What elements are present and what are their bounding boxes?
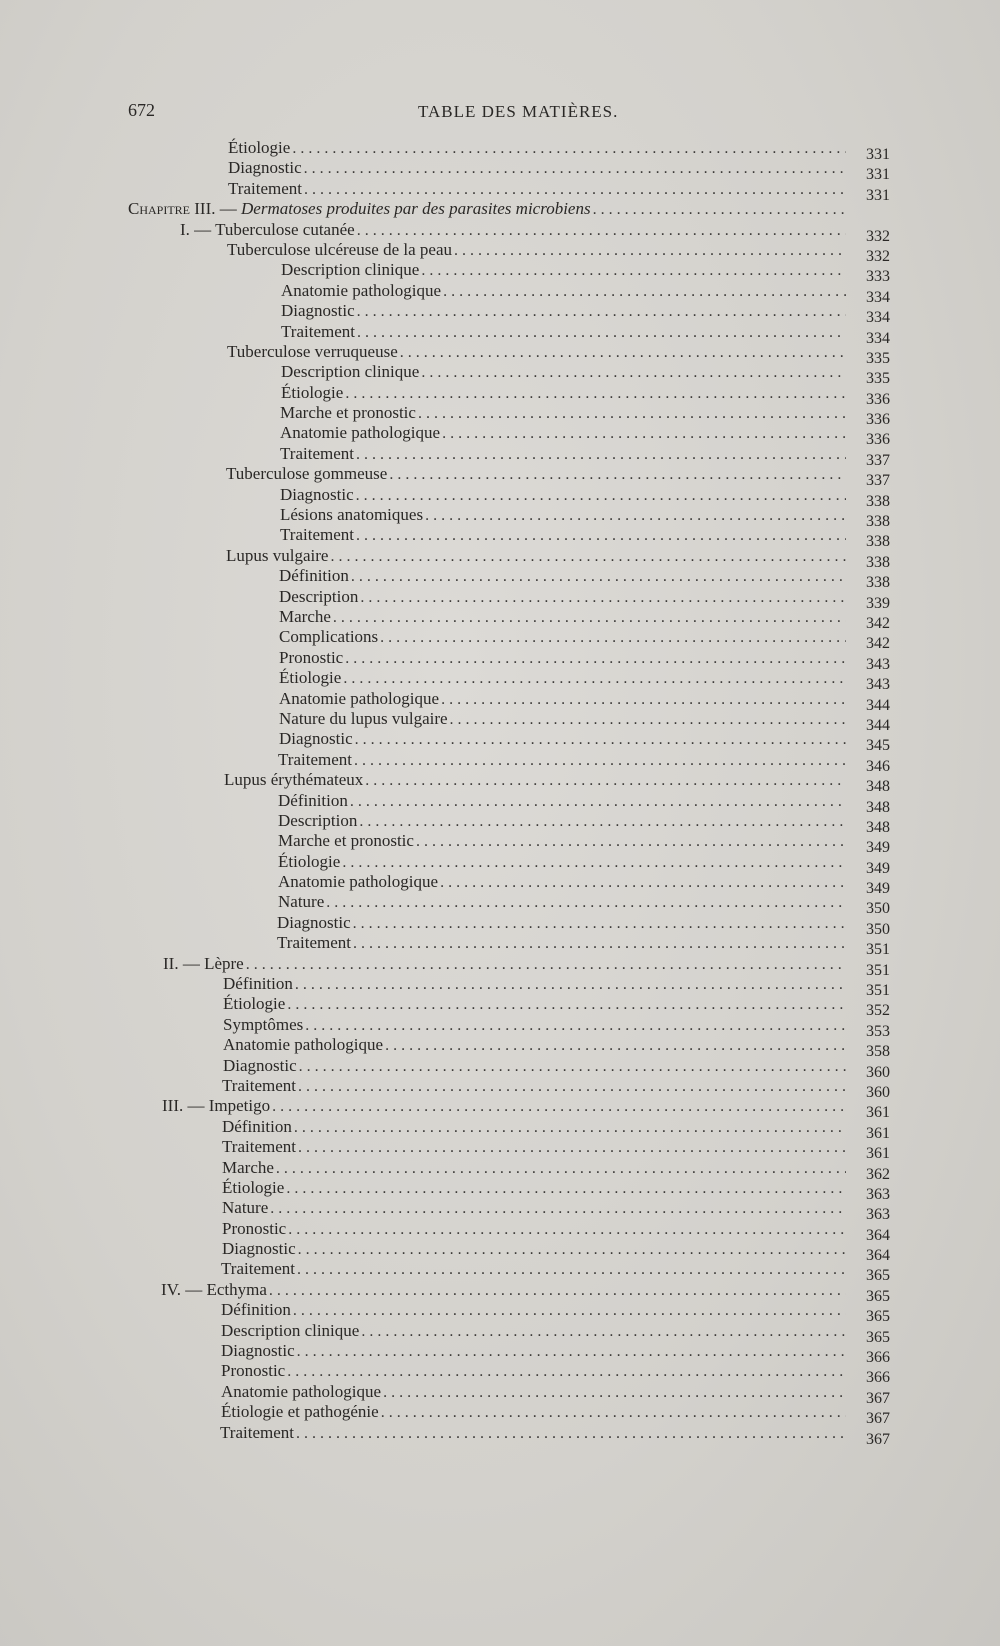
- toc-page-number: 332: [866, 247, 890, 265]
- toc-entry-label: Tuberculose gommeuse: [226, 464, 388, 484]
- toc-entry: [223, 974, 890, 1000]
- toc-entry-label: Lupus érythémateux: [224, 770, 364, 790]
- toc-page-number: 365: [866, 1287, 890, 1305]
- dot-leader: [593, 200, 846, 220]
- toc-page-number: 349: [866, 839, 890, 857]
- toc-entry: [228, 138, 890, 163]
- toc-entry-label: Diagnostic: [279, 729, 353, 749]
- toc-entry: [280, 403, 890, 429]
- toc-entry: [280, 525, 890, 551]
- dot-leader: [416, 832, 846, 852]
- toc-entry-label: Traitement: [278, 749, 352, 769]
- dot-leader: [354, 751, 846, 771]
- toc-entry-label: Traitement: [281, 321, 355, 341]
- dot-leader: [299, 1057, 846, 1077]
- dot-leader: [305, 1016, 846, 1036]
- toc-entry-label: Traitement: [222, 1137, 296, 1157]
- dot-leader: [287, 995, 846, 1015]
- toc-entry-label: Étiologie: [222, 1177, 285, 1197]
- toc-entry-label: Description clinique: [221, 1320, 360, 1340]
- dot-leader: [356, 445, 846, 465]
- dot-leader: [287, 1362, 846, 1382]
- dot-leader: [355, 730, 846, 750]
- dot-leader: [356, 526, 846, 546]
- toc-page-number: 353: [866, 1022, 890, 1040]
- toc-entry: [279, 627, 890, 653]
- dot-leader: [357, 323, 846, 343]
- dot-leader: [359, 812, 846, 832]
- toc-page-number: 338: [866, 492, 890, 510]
- dot-leader: [400, 343, 846, 363]
- toc-entry-label: Traitement: [220, 1422, 294, 1442]
- toc-entry-label: Diagnostic: [281, 301, 355, 321]
- toc-entry: [278, 872, 890, 898]
- toc-page-number: 344: [866, 716, 890, 734]
- toc-entry: [278, 831, 890, 857]
- toc-entry: [281, 260, 890, 286]
- toc-entry: [280, 423, 890, 449]
- toc-entry-label: Définition: [279, 566, 349, 586]
- dot-leader: [440, 873, 846, 893]
- toc-entry: [221, 1320, 890, 1346]
- dot-leader: [330, 547, 846, 567]
- toc-entry: [222, 1198, 890, 1224]
- toc-page-number: 367: [866, 1410, 890, 1428]
- dot-leader: [353, 934, 846, 954]
- chapter-prefix: Chapitre: [128, 199, 191, 219]
- dot-leader: [294, 1118, 846, 1138]
- dot-leader: [381, 1403, 846, 1423]
- toc-page-number: 335: [866, 370, 890, 388]
- dot-leader: [292, 139, 846, 159]
- toc-entry-label: Traitement: [228, 178, 302, 198]
- toc-entry: [221, 1259, 890, 1285]
- toc-entry-label: IV. — Ecthyma: [161, 1279, 267, 1299]
- toc-page-number: 338: [866, 553, 890, 571]
- toc-entry-label: Lupus vulgaire: [226, 545, 329, 565]
- toc-page-number: 360: [866, 1083, 890, 1101]
- toc-entry-label: Lésions anatomiques: [280, 505, 424, 525]
- toc-entry: [281, 280, 890, 306]
- dot-leader: [389, 465, 846, 485]
- toc-page-number: 361: [866, 1124, 890, 1142]
- page-header: [128, 100, 888, 130]
- dot-leader: [385, 1036, 846, 1056]
- toc-page-number: 351: [866, 941, 890, 959]
- toc-entry-label: Traitement: [222, 1075, 296, 1095]
- dot-leader: [361, 1322, 846, 1342]
- toc-page-number: 366: [866, 1349, 890, 1367]
- dot-leader: [270, 1199, 846, 1219]
- toc-entry: [222, 1116, 890, 1142]
- toc-entry: [281, 362, 890, 388]
- toc-entry-label: Traitement: [280, 525, 354, 545]
- toc-chapter-heading: [128, 199, 890, 219]
- toc-page-number: 363: [866, 1206, 890, 1224]
- toc-entry-label: Tuberculose ulcéreuse de la peau: [227, 239, 453, 259]
- toc-entry: [279, 647, 890, 673]
- toc-page-number: 331: [866, 166, 890, 184]
- dot-leader: [454, 241, 846, 261]
- dot-leader: [298, 1240, 846, 1260]
- dot-leader: [441, 690, 846, 710]
- toc-entry-label: Étiologie: [223, 994, 286, 1014]
- dot-leader: [272, 1097, 846, 1117]
- dot-leader: [450, 710, 846, 730]
- toc-page-number: 343: [866, 676, 890, 694]
- toc-page-number: 352: [866, 1002, 890, 1020]
- dot-leader: [365, 771, 846, 791]
- toc-entry: [281, 301, 890, 327]
- toc-entry: [223, 994, 890, 1020]
- toc-entry-label: Anatomie pathologique: [280, 423, 441, 443]
- toc-page-number: 336: [866, 390, 890, 408]
- toc-entry-label: Description: [278, 810, 358, 830]
- toc-entry: [279, 708, 890, 734]
- toc-page-number: 337: [866, 472, 890, 490]
- toc-entry-label: [128, 199, 593, 219]
- toc-entry: [222, 1239, 890, 1265]
- toc-entry: [278, 790, 890, 816]
- dot-leader: [351, 567, 846, 587]
- toc-entry-label: Définition: [222, 1116, 292, 1136]
- toc-entry-label: Définition: [221, 1300, 291, 1320]
- dot-leader: [418, 404, 846, 424]
- dot-leader: [276, 1159, 846, 1179]
- toc-entry: [228, 178, 890, 204]
- toc-entry: [222, 1177, 890, 1203]
- dot-leader: [295, 975, 846, 995]
- dot-leader: [342, 853, 846, 873]
- toc-entry-label: Étiologie et pathogénie: [221, 1402, 379, 1422]
- toc-entry: [279, 606, 890, 632]
- toc-entry-label: Diagnostic: [277, 912, 351, 932]
- toc-entry-label: Nature: [278, 892, 325, 912]
- toc-entry-label: Tuberculose verruqueuse: [227, 341, 398, 361]
- toc-entry: [278, 851, 890, 877]
- toc-entry-label: Diagnostic: [223, 1055, 297, 1075]
- toc-entry: [223, 1035, 890, 1061]
- toc-entry-label: Diagnostic: [221, 1341, 295, 1361]
- toc-entry-label: Traitement: [277, 933, 351, 953]
- toc-entry-label: Anatomie pathologique: [279, 688, 440, 708]
- dot-leader: [343, 669, 846, 689]
- toc-entry: [279, 586, 890, 612]
- toc-entry-label: Diagnostic: [222, 1239, 296, 1259]
- toc-entry: [277, 933, 890, 959]
- toc-page-number: 336: [866, 411, 890, 429]
- toc-page-number: 334: [866, 309, 890, 327]
- toc-entry-label: Anatomie pathologique: [223, 1035, 384, 1055]
- toc-entry: [223, 1014, 890, 1040]
- toc-entry-label: Étiologie: [228, 138, 291, 157]
- dot-leader: [296, 1424, 846, 1444]
- toc-entry: [280, 505, 890, 531]
- toc-entry-label: Nature du lupus vulgaire: [279, 708, 448, 728]
- toc-entry-label: Traitement: [221, 1259, 295, 1279]
- toc-entry: [279, 688, 890, 714]
- toc-page-number: 337: [866, 451, 890, 469]
- toc-entry: [221, 1402, 890, 1428]
- toc-entry-label: II. — Lèpre: [163, 953, 244, 973]
- dot-leader: [357, 221, 846, 241]
- toc-entry-label: Traitement: [280, 443, 354, 463]
- dot-leader: [246, 955, 846, 975]
- toc-page-number: 334: [866, 288, 890, 306]
- toc-entry-label: I. — Tuberculose cutanée: [180, 219, 355, 239]
- dot-leader: [298, 1138, 846, 1158]
- toc-page-number: 338: [866, 533, 890, 551]
- toc-page-number: 366: [866, 1369, 890, 1387]
- toc-entry-label: Marche: [279, 606, 331, 626]
- toc-entry: [277, 912, 890, 938]
- dot-leader: [356, 486, 846, 506]
- dot-leader: [297, 1342, 846, 1362]
- toc-page-number: 348: [866, 778, 890, 796]
- toc-page-number: 334: [866, 329, 890, 347]
- toc-entry-label: Étiologie: [279, 668, 342, 688]
- toc-entry-label: Pronostic: [279, 647, 344, 667]
- toc-entry-label: Étiologie: [278, 851, 341, 871]
- toc-page-number: 351: [866, 961, 890, 979]
- table-of-contents: [0, 138, 1000, 1448]
- toc-page-number: 358: [866, 1043, 890, 1061]
- dot-leader: [269, 1281, 846, 1301]
- toc-page-number: 360: [866, 1063, 890, 1081]
- toc-entry: [222, 1157, 890, 1183]
- toc-entry-label: Description: [279, 586, 359, 606]
- toc-entry: [221, 1381, 890, 1407]
- toc-entry: [278, 892, 890, 918]
- toc-page-number: 344: [866, 696, 890, 714]
- toc-entry: [226, 464, 890, 490]
- toc-page-number: 363: [866, 1185, 890, 1203]
- chapter-number: III. —: [194, 199, 241, 219]
- toc-page-number: 350: [866, 920, 890, 938]
- toc-page-number: 342: [866, 614, 890, 632]
- toc-page-number: 331: [866, 146, 890, 163]
- toc-entry-label: Symptômes: [223, 1014, 304, 1034]
- toc-entry: [227, 341, 890, 367]
- toc-page-number: 338: [866, 574, 890, 592]
- dot-leader: [443, 282, 846, 302]
- toc-page-number: 331: [866, 186, 890, 204]
- toc-page-number: 333: [866, 268, 890, 286]
- toc-entry: [221, 1300, 890, 1326]
- toc-entry-label: Étiologie: [281, 382, 344, 402]
- toc-entry: [227, 239, 890, 265]
- dot-leader: [304, 159, 846, 179]
- toc-entry: [163, 953, 890, 979]
- toc-page-number: 350: [866, 900, 890, 918]
- toc-entry: [161, 1279, 890, 1305]
- toc-entry-label: Anatomie pathologique: [281, 280, 442, 300]
- dot-leader: [350, 792, 846, 812]
- toc-page-number: 348: [866, 818, 890, 836]
- toc-page-number: 336: [866, 431, 890, 449]
- toc-page-number: 349: [866, 859, 890, 877]
- toc-page-number: 348: [866, 798, 890, 816]
- toc-entry: [220, 1422, 890, 1448]
- page-number: 672: [128, 100, 155, 120]
- toc-page-number: 365: [866, 1308, 890, 1326]
- toc-entry-label: III. — Impetigo: [162, 1096, 271, 1116]
- toc-page-number: 332: [866, 227, 890, 245]
- dot-leader: [286, 1179, 846, 1199]
- toc-page-number: 345: [866, 737, 890, 755]
- toc-entry-label: Pronostic: [221, 1361, 286, 1381]
- toc-page-number: 364: [866, 1226, 890, 1244]
- toc-entry: [222, 1075, 890, 1101]
- toc-entry-label: Description clinique: [281, 260, 420, 280]
- toc-entry-label: Anatomie pathologique: [278, 872, 439, 892]
- toc-entry: [279, 668, 890, 694]
- toc-page-number: 362: [866, 1165, 890, 1183]
- dot-leader: [333, 608, 846, 628]
- toc-entry: [162, 1096, 890, 1122]
- dot-leader: [298, 1077, 846, 1097]
- chapter-title: Dermatoses produites par des parasites microbiens: [241, 199, 591, 219]
- dot-leader: [421, 363, 846, 383]
- dot-leader: [345, 649, 846, 669]
- toc-entry: [281, 321, 890, 347]
- toc-page-number: 361: [866, 1145, 890, 1163]
- dot-leader: [326, 893, 846, 913]
- toc-entry: [279, 566, 890, 592]
- toc-entry: [226, 545, 890, 571]
- toc-page-number: 365: [866, 1267, 890, 1285]
- dot-leader: [304, 180, 846, 200]
- toc-entry: [221, 1341, 890, 1367]
- toc-entry-label: Nature: [222, 1198, 269, 1218]
- dot-leader: [383, 1383, 846, 1403]
- dot-leader: [353, 914, 846, 934]
- dot-leader: [380, 628, 846, 648]
- toc-entry: [221, 1361, 890, 1387]
- toc-entry-label: Diagnostic: [280, 484, 354, 504]
- toc-entry: [222, 1137, 890, 1163]
- toc-page-number: 364: [866, 1247, 890, 1265]
- running-title: TABLE DES MATIÈRES.: [418, 102, 619, 121]
- toc-page-number: 338: [866, 513, 890, 531]
- toc-entry: [280, 443, 890, 469]
- toc-page-number: 361: [866, 1104, 890, 1122]
- toc-page-number: 335: [866, 349, 890, 367]
- toc-page-number: 367: [866, 1430, 890, 1448]
- toc-entry-label: Marche: [222, 1157, 274, 1177]
- toc-entry-label: Définition: [223, 974, 293, 994]
- toc-page-number: 365: [866, 1328, 890, 1346]
- toc-entry: [180, 219, 890, 245]
- dot-leader: [357, 302, 846, 322]
- toc-entry: [228, 158, 890, 184]
- toc-entry: [281, 382, 890, 408]
- toc-entry: [222, 1218, 890, 1244]
- toc-page-number: 351: [866, 982, 890, 1000]
- dot-leader: [360, 588, 846, 608]
- toc-entry-label: Marche et pronostic: [280, 403, 416, 423]
- toc-entry-label: Complications: [279, 627, 379, 647]
- dot-leader: [288, 1220, 846, 1240]
- toc-page-number: 343: [866, 655, 890, 673]
- toc-entry: [278, 749, 890, 775]
- toc-entry: [279, 729, 890, 755]
- toc-entry: [223, 1055, 890, 1081]
- dot-leader: [297, 1260, 846, 1280]
- toc-entry-label: Anatomie pathologique: [221, 1381, 382, 1401]
- toc-entry-label: Diagnostic: [228, 158, 302, 178]
- toc-page-number: 339: [866, 594, 890, 612]
- toc-entry-label: Description clinique: [281, 362, 420, 382]
- toc-page-number: 367: [866, 1389, 890, 1407]
- dot-leader: [293, 1301, 846, 1321]
- dot-leader: [425, 506, 846, 526]
- toc-page-number: 349: [866, 880, 890, 898]
- toc-page-number: 346: [866, 757, 890, 775]
- toc-entry: [278, 810, 890, 836]
- toc-entry: [280, 484, 890, 510]
- toc-entry-label: Pronostic: [222, 1218, 287, 1238]
- dot-leader: [345, 384, 846, 404]
- dot-leader: [442, 424, 846, 444]
- dot-leader: [421, 261, 846, 281]
- toc-page-number: 342: [866, 635, 890, 653]
- toc-entry-label: Marche et pronostic: [278, 831, 414, 851]
- toc-entry: [224, 770, 890, 796]
- toc-entry-label: Définition: [278, 790, 348, 810]
